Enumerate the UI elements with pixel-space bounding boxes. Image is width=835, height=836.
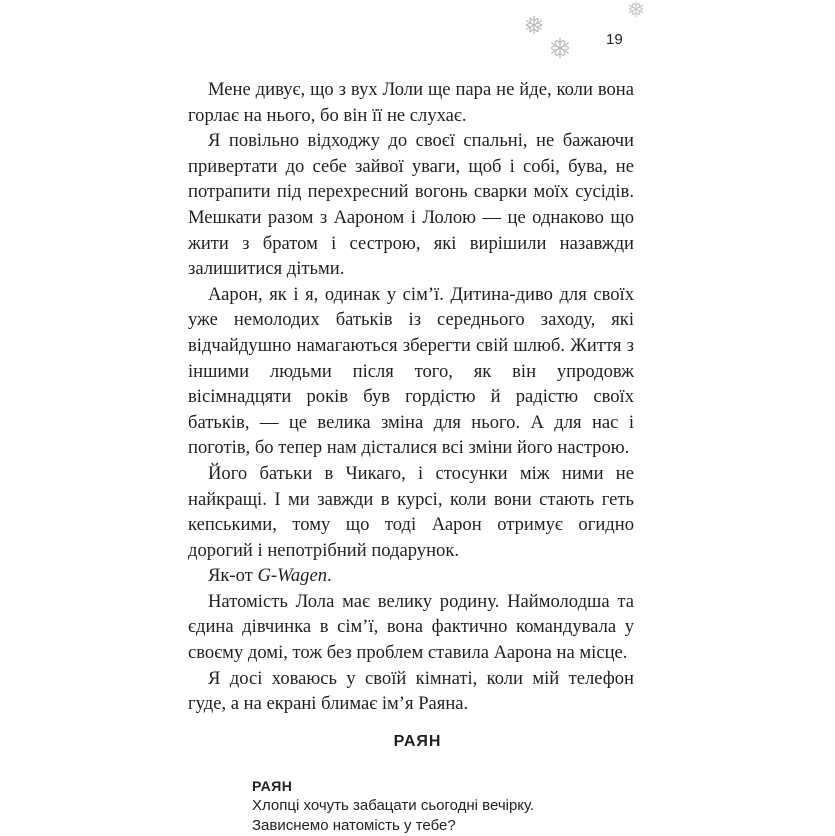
section-title: РАЯН [393,733,442,750]
message-line: Хлопці хочуть забацати сьогодні вечірку. [252,797,535,814]
snowflake-icon [627,0,645,18]
paragraph: Я досі ховаюсь у своїй кімнаті, коли мій телефон гуде, а на екрані блимає ім’я Раяна. [188,667,634,715]
page-number: 19 [606,31,623,48]
paragraph-car-prefix: Як-от [208,565,258,587]
paragraph: Натомість Лола має велику родину. Наймолодша та єдина дівчинка в сім’ї, вона фактично командувала у своєму домі, тож без проблем ставила Аарона на місце. [188,590,634,664]
message-sender: РАЯН [252,778,293,794]
body-text [188,77,634,717]
paragraph-car-suffix: . [327,565,332,587]
paragraph-car [188,563,634,589]
snowflake-icon [548,36,572,60]
text-message [252,776,652,836]
paragraph: Мене дивує, що з вух Лоли ще пара не йде, коли вона горлає на нього, бо він її не слухає. [188,79,634,126]
paragraph: Його батьки в Чикаго, і стосунки між ними не найкращі. І ми завжди в курсі, коли вони стають геть кепськими, тому що тоді Аарон отримує огидно дорогий і непотрібний подарунок. [188,462,634,561]
paragraph: Я повільно відходжу до своєї спальні, не бажаючи привертати до себе зайвої уваги, щоб і собі, бува, не потрапити під перехресний вогонь сварки моїх сусідів. Мешкати разом з Аароном і Лолою — це однаково що жити з братом і сестрою, які вирішили назавжди залишитися дітьми. [188,130,634,280]
snowflake-icon [523,14,545,36]
paragraph: Аарон, як і я, одинак у сім’ї. Дитина-диво для своїх уже немолодих батьків із середнього заходу, які відчайдушно намагаються зберегти свій шлюб. Життя з іншими людьми після того, як він упродовж вісімнадцяти років був гордістю й радістю своїх батьків, — це велика зміна для нього. А для нас і поготів, бо тепер нам дісталися всі зміни його настрою. [188,283,634,459]
message-line: Зависнемо натомість у тебе? [252,817,456,834]
car-name: G-Wagen [257,565,327,587]
